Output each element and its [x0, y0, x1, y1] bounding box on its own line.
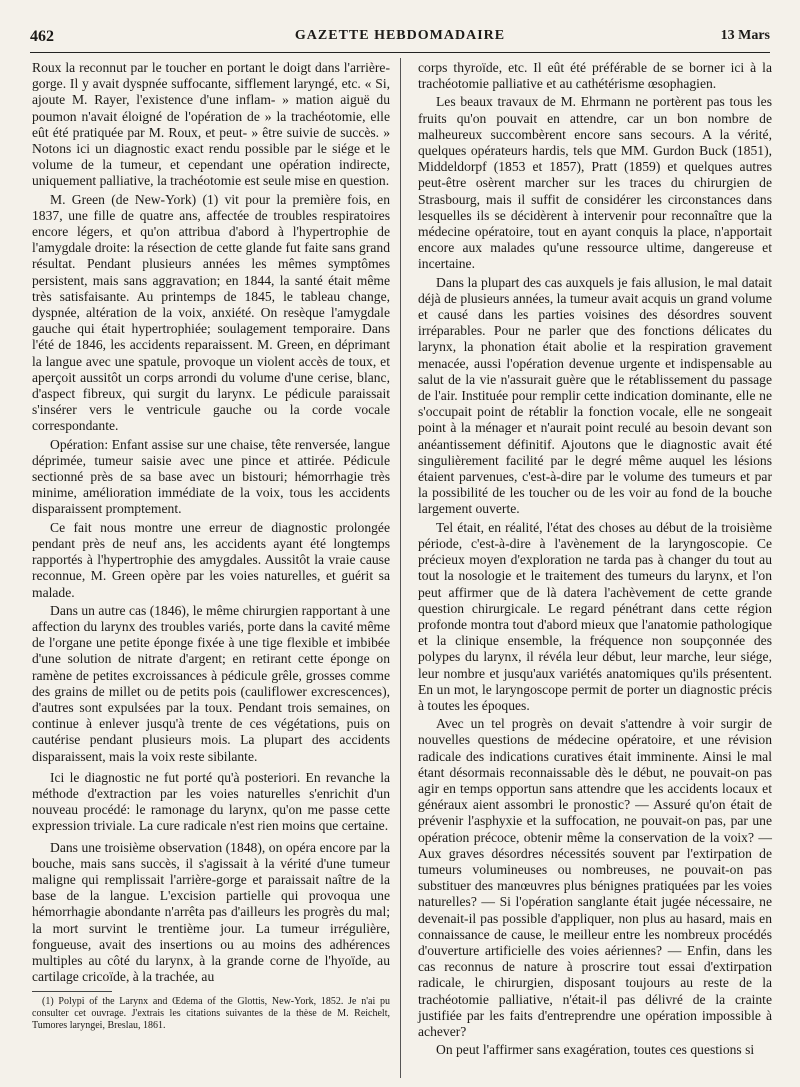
paragraph: Roux la reconnut par le toucher en portant le doigt dans l'arrière-gorge. Il y avait dyspnée suffocante, sifflement laryngé, etc. « Si, ajoute M. Rayer, l'existence d'une inflam- » mation aiguë du poumon n'avait éloigné de l'opération de » la trachéotomie, elle eût été pratiquée par M. Roux, et peut- » être suivie de succès. » Notons ici un diagnostic exact rendu possible par le siége et le volume de la tumeur, et cependant une opération indirecte, uniquement palliative, la trachéotomie est seule mise en question. — [32, 60, 390, 189]
footnote-rule — [32, 991, 112, 992]
paragraph: Ici le diagnostic ne fut porté qu'à posteriori. En revanche la méthode d'extraction par les voies naturelles s'enrichit d'un nouveau procédé: le ramonage du larynx, qu'on me passe cette expression triviale. La cure radicale n'est rien moins que certaine. — [32, 769, 390, 834]
right-column — [418, 60, 772, 1060]
paragraph: Dans une troisième observation (1848), on opéra encore par la bouche, mais sans succès, il s'agissait à la vérité d'une tumeur maligne qui remplissait l'arrière-gorge et paraissait naître de la base de la langue. L'excision partielle qui provoqua une hémorrhagie abondante n'arrêta pas d'ailleurs les progrès du mal; la mort survint le trentième jour. La tumeur irrégulière, fongueuse, avait des insertions ou au moins des adhérences multiples au côté du larynx, à la grande corne de l'hyoïde, au cartilage cricoïde, à la trachée, au — [32, 839, 390, 985]
header-rule — [30, 52, 770, 53]
paragraph: Les beaux travaux de M. Ehrmann ne portèrent pas tous les fruits qu'on pouvait en attendre, car un bon nombre de malheureux succombèrent encore sans secours. A la vérité, quelques opérateurs hardis, tels que MM. Gurdon Buck (1851), Middeldorpf (1853 et 1857), Pratt (1859) et quelques autres peut-être osèrent marcher sur les traces du chirurgien de Strasbourg, mais il suffit de considérer les circonstances dans lesquelles ils se décidèrent à intervenir pour reconnaître que la médecine opératoire, tout en ayant conquis la place, n'apportait encore aux malades qu'une ressource ultime, dangereuse et incertaine. — [418, 94, 772, 272]
left-column — [32, 60, 390, 1032]
paragraph: Ce fait nous montre une erreur de diagnostic prolongée pendant près de neuf ans, les accidents ayant été longtemps rapportés à l'hypertrophie des amygdales. Aussitôt la vraie cause reconnue, M. Green opère par les voies naturelles, et guérit sa malade. — [32, 519, 390, 600]
page-header — [30, 28, 770, 48]
paragraph: Avec un tel progrès on devait s'attendre à voir surgir de nouvelles questions de médecine opératoire, et une révision radicale des indications curatives était imminente. Ainsi le mal étant désormais reconnaissable dès le début, ne pouvait-on pas agir en temps opportun sans attendre que les accidents locaux et généraux aient assombri le pronostic? — Assuré qu'on était de prévenir l'asphyxie et la suffocation, ne pouvait-on pas, par une opération précoce, obtenir même la conservation de la voix? — Aux graves désordres nécessités souvent par l'extirpation de tumeurs volumineuses ou nombreuses, ne pouvait-on pas substituer des manœuvres plus bénignes pratiquées par les voies naturelles? — Si l'opération sanglante était jugée nécessaire, ne devenait-il pas possible d'appliquer, non plus au hasard, mais en connaissance de cause, le meilleur entre les nombreux procédés d'ouverture artificielle des voies aériennes? — Enfin, dans les cas reconnus de nature à proscrire tout essai d'extirpation radicale, le chirurgien, disposant toujours au reste de la trachéotomie palliative, n'était-il pas délivré de la crainte justifiée par les faits d'entreprendre une opération impossible à achever? — [418, 716, 772, 1039]
column-divider — [400, 58, 401, 1078]
paragraph: Dans la plupart des cas auxquels je fais allusion, le mal datait déjà de plusieurs années, la tumeur avait acquis un grand volume et causé dans les parties voisines des désordres souvent irréparables. Pour ne parler que des fonctions délicates du larynx, la phonation était abolie et la respiration gravement menacée, aussi l'opération devenue urgente et indispensable au salut de la vie n'assurait guère que le rétablissement du passage de l'air. Instituée pour remplir cette indication dominante, elle ne s'occupait point de rétablir la fonction vocale, elle ne songeait point à la ménager et n'aurait point reculé au besoin devant son anéantissement définitif. Ajoutons que le diagnostic avait été singulièrement facilité par le degré même auquel les lésions étaient parvenues, c'est-à-dire par le volume des tumeurs et par la possibilité de les toucher ou de les voir au fond de la bouche largement ouverte. — [418, 274, 772, 517]
footnote: (1) Polypi of the Larynx and Œdema of the Glottis, New-York, 1852. Je n'ai pu consulter cet ouvrage. J'extrais les citations suivantes de la thèse de M. Reichelt, Tumores laryngei, Breslau, 1861. — [32, 996, 390, 1032]
paragraph: Dans un autre cas (1846), le même chirurgien rapportant à une affection du larynx des troubles variés, porte dans la cavité même de l'organe une petite éponge fixée à une tige flexible et imbibée d'une solution de nitrate d'argent; en retirant cette éponge on ramène de petites excroissances à pédicule grêle, grosses comme des grains de millet ou de petits pois (cauliflower excrescences), d'autres sont expulsées par la toux. Pendant trois semaines, on continue à enlever jusqu'à trente de ces végétations, puis on cautérise pendant plusieurs mois. La plupart des accidents disparaissent, mais la voix reste sibilante. — [32, 602, 390, 764]
issue-date: 13 Mars — [720, 28, 770, 43]
paragraph: Opération: Enfant assise sur une chaise, tête renversée, langue déprimée, tumeur saisie avec une pince et attirée. Pédicule sectionné près de sa base avec un bistouri; hémorrhagie très minime, amélioration immédiate de la voix, tous les accidents disparaissent promptement. — [32, 436, 390, 517]
paragraph: corps thyroïde, etc. Il eût été préférable de se borner ici à la trachéotomie palliative et au cathétérisme œsophagien. — [418, 60, 772, 92]
page-number: 462 — [30, 28, 54, 45]
paragraph: M. Green (de New-York) (1) vit pour la première fois, en 1837, une fille de quatre ans, affectée de troubles respiratoires encore légers, et qu'on attribua d'abord à l'hypertrophie de l'amygdale droite: la résection de cette glande fut faite sans grand résultat. Pendant plusieurs années les mêmes symptômes persistent, mais sans aggravation; en 1844, la santé était même très satisfaisante. Au printemps de 1845, le tableau change, dyspnée, altération de la voix, anxiété. On resèque l'amygdale gauche qui était hypertrophiée; soulagement temporaire. Dans l'été de 1846, les accidents reparaissent. M. Green, en déprimant la langue avec une spatule, provoque un violent accès de toux, et aperçoit aussitôt un corps arrondi du volume d'une cerise, blanc, d'aspect fibreux, qui surgit du larynx. Le pédicule paraissait s'insérer vers le ventricule gauche ou la corde vocale correspondante. — [32, 191, 390, 434]
paragraph: Tel était, en réalité, l'état des choses au début de la troisième période, c'est-à-dire à l'avènement de la laryngoscopie. Ce précieux moyen d'exploration ne tarda pas à changer du tout au tout la nosologie et le traitement des tumeurs du larynx, et l'on peut affirmer que de là datera l'achèvement de cette grande question chirurgicale. Le regard pénétrant dans cette région profonde montra tout d'abord mieux que l'anatomie pathologique et la clinique ensemble, la fréquence non soupçonnée des polypes du larynx, il révéla leur début, leur marche, leur siége, leur nombre et jusqu'aux variétés anatomiques qu'ils présentent. En un mot, le laryngoscope permit de porter un diagnostic précis à toutes les époques. — [418, 519, 772, 713]
paragraph: On peut l'affirmer sans exagération, toutes ces questions si — [436, 1042, 755, 1058]
journal-title: GAZETTE HEBDOMADAIRE — [294, 28, 506, 43]
